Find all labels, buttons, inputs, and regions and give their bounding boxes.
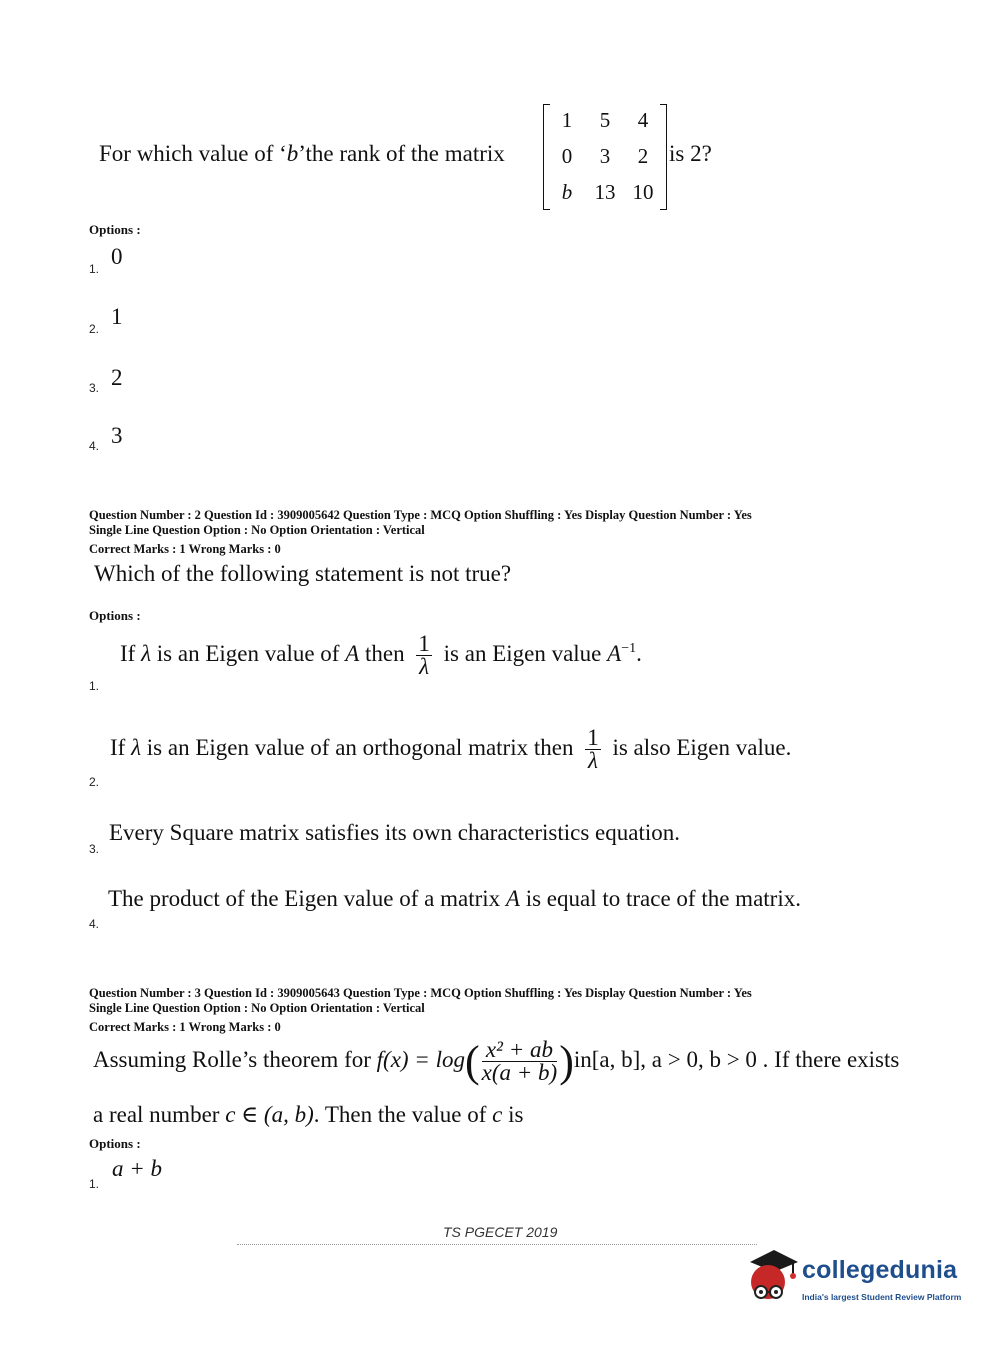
text: . Then the value of [313,1102,493,1127]
text: a real number [93,1102,226,1127]
q2-option-number: 2. [89,775,100,789]
q1-option-number: 4. [89,439,100,453]
footer-dotted-line [237,1244,757,1245]
fraction [416,633,432,678]
fraction [482,1039,558,1084]
q3-question-line1 [93,1036,899,1087]
q1-text-middle: ’the rank of the matrix [298,141,505,166]
q2-meta-line1: Question Number : 2 Question Id : 3909005642 Question Type : MCQ Option Shuffling : Yes Display Question Number : Yes [89,508,752,522]
q2-option-3[interactable]: Every Square matrix satisfies its own characteristics equation. [109,820,680,845]
q2-marks: Correct Marks : 1 Wrong Marks : 0 [89,542,281,556]
text: Assuming Rolle’s theorem for [93,1046,377,1072]
function-f: f(x) = log [376,1046,465,1072]
q3-meta-line2: Single Line Question Option : No Option Orientation : Vertical [89,1001,425,1015]
text: is also Eigen value. [606,734,792,760]
q1-option-value[interactable]: 3 [111,423,123,448]
brand-name: collegedunia [802,1256,958,1284]
q1-option-number: 1. [89,262,100,276]
q3-meta-line1: Question Number : 3 Question Id : 3909005643 Question Type : MCQ Option Shuffling : Yes Display Question Number : Yes [89,986,752,1000]
graduate-mascot-icon [740,1246,802,1308]
matrix-cell: 10 [632,180,654,204]
q3-option-number: 1. [89,1177,100,1191]
frac-num: 1 [587,725,599,750]
q2-option-2[interactable] [110,727,791,772]
q3-question-line2 [93,1102,523,1128]
fraction [585,727,601,772]
right-paren: ) [559,1037,574,1086]
text: in[a, b], a > 0, b > 0 . If there exists [573,1046,900,1072]
collegedunia-logo[interactable] [740,1246,970,1316]
text: is an Eigen value of an orthogonal matrix then [141,734,580,760]
q1-option-value[interactable]: 0 [111,244,123,269]
q2-option-number: 4. [89,917,100,931]
q2-option-1[interactable] [120,633,642,678]
text: If [120,640,142,666]
frac-num: x² + ab [482,1039,558,1062]
q3-option-1[interactable]: a + b [112,1156,163,1181]
q1-option-number: 3. [89,381,100,395]
q1-option-number: 2. [89,322,100,336]
left-paren: ( [464,1037,480,1086]
matrix-cell: 3 [599,144,611,168]
text: is [502,1102,524,1127]
var-c: c [492,1102,503,1127]
exam-footer: TS PGECET 2019 [443,1224,558,1240]
q2-option-number: 1. [89,679,100,693]
frac-den: λ [587,748,598,773]
matrix-cell: 1 [561,108,573,132]
var-A: A [345,640,360,666]
text: . [636,640,642,666]
lambda-symbol: λ [141,640,152,666]
q3-options-label: Options : [89,1136,141,1151]
q1-text-before: For which value of ‘ [99,141,287,166]
q1-var-b: b [286,141,299,166]
q1-matrix [543,104,667,210]
brand-tagline: India's largest Student Review Platform [802,1292,962,1302]
matrix-cell: b [561,180,573,204]
q2-option-number: 3. [89,842,100,856]
c-in-interval: c ∈ (a, b) [225,1102,314,1127]
text: is an Eigen value [437,640,608,666]
frac-den: λ [419,654,430,679]
text: is equal to trace of the matrix. [519,886,801,911]
text: is an Eigen value of [151,640,346,666]
matrix-cell: 0 [561,144,573,168]
q3-marks: Correct Marks : 1 Wrong Marks : 0 [89,1020,281,1034]
q1-options-label: Options : [89,222,141,237]
matrix-cell: 4 [637,108,649,132]
text: The product of the Eigen value of a matrix [108,886,506,911]
lambda-symbol: λ [131,734,142,760]
var-A: A [505,886,520,911]
var-A: A [607,640,622,666]
q2-options-label: Options : [89,608,141,623]
q2-option-4[interactable] [108,886,801,912]
frac-num: 1 [418,631,430,656]
q2-meta-line2: Single Line Question Option : No Option Orientation : Vertical [89,523,425,537]
q2-question: Which of the following statement is not true? [94,561,512,586]
text: If [110,734,132,760]
q1-text-after: is 2? [669,141,712,166]
text: then [359,640,411,666]
q1-option-value[interactable]: 1 [111,304,123,329]
matrix-cell: 13 [594,180,616,204]
matrix-cell: 5 [599,108,611,132]
superscript: −1 [621,641,637,657]
frac-den: x(a + b) [481,1060,558,1085]
q1-question-text [99,141,505,167]
q1-option-value[interactable]: 2 [111,365,123,390]
matrix-cell: 2 [637,144,649,168]
